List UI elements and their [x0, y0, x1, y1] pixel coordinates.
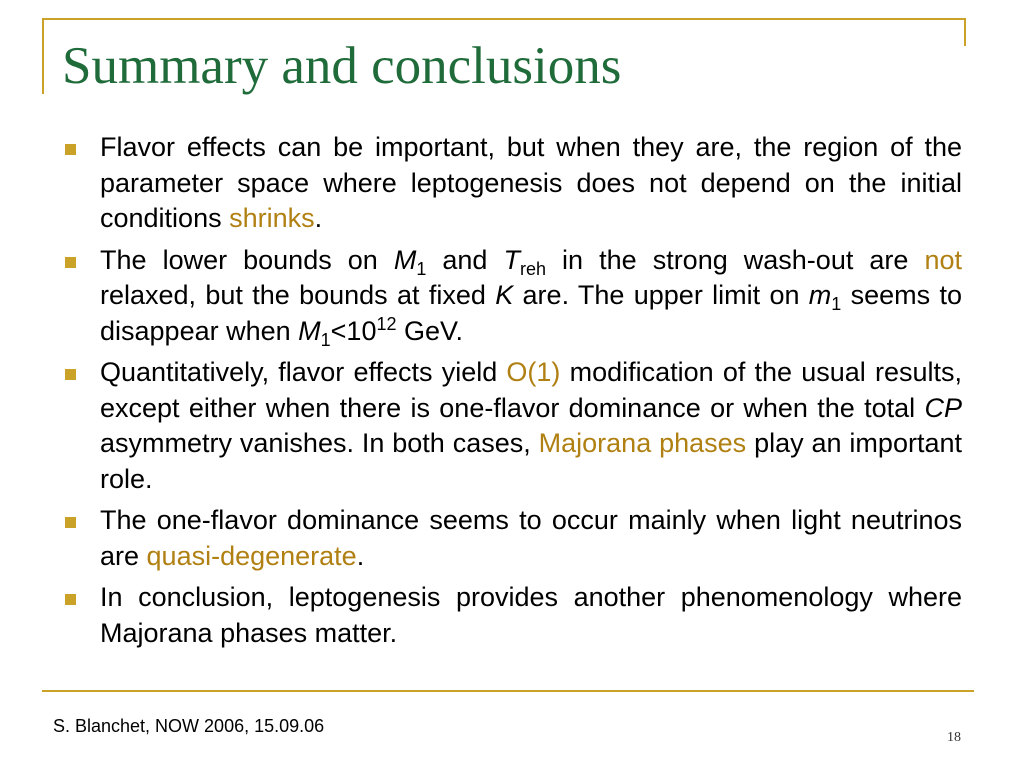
bullet-list: [62, 130, 962, 657]
square-bullet-icon: [65, 369, 76, 380]
bullet-item-quantitatively: Quantitatively, flavor effects yield O(1) modification of the usual results, except either when there is one-flavor dominance or when the total CP asymmetry vanishes. In both cases, Majorana phases play an important role.: [62, 355, 962, 497]
footer-author: S. Blanchet, NOW 2006, 15.09.06: [53, 716, 325, 736]
bullet-item-conclusion: In conclusion, leptogenesis provides another phenomenology where Majorana phases matter.: [62, 580, 962, 651]
page-number: 18: [947, 730, 961, 745]
bullet-item-flavor-effects: Flavor effects can be important, but when they are, the region of the parameter space where leptogenesis does not depend on the initial conditions shrinks.: [62, 130, 962, 237]
frame-left-line: [42, 18, 44, 94]
highlight-majorana-phases: Majorana phases: [538, 428, 747, 458]
highlight-o1: O(1): [506, 357, 561, 387]
slide-title: Summary and conclusions: [62, 37, 622, 95]
frame-top-line: [42, 18, 966, 20]
bullet-item-one-flavor: The one-flavor dominance seems to occur mainly when light neutrinos are quasi-degenerate.: [62, 503, 962, 574]
frame-right-line: [964, 18, 966, 46]
highlight-quasi-degenerate: quasi-degenerate: [146, 540, 357, 571]
highlight-not: not: [924, 244, 962, 275]
footer-divider: [42, 690, 974, 692]
bullet-item-lower-bounds: The lower bounds on $M_1$ and $T_{reh}$ in the strong wash-out are not relaxed, but the bounds at fixed K are. The upper limit on $m_1$ seems to disappear when $M_1<10^{12}$ GeV.: [62, 243, 962, 350]
square-bullet-icon: [65, 594, 76, 605]
highlight-shrinks: shrinks: [229, 203, 315, 233]
square-bullet-icon: [65, 517, 76, 528]
square-bullet-icon: [65, 144, 76, 155]
square-bullet-icon: [65, 257, 76, 268]
